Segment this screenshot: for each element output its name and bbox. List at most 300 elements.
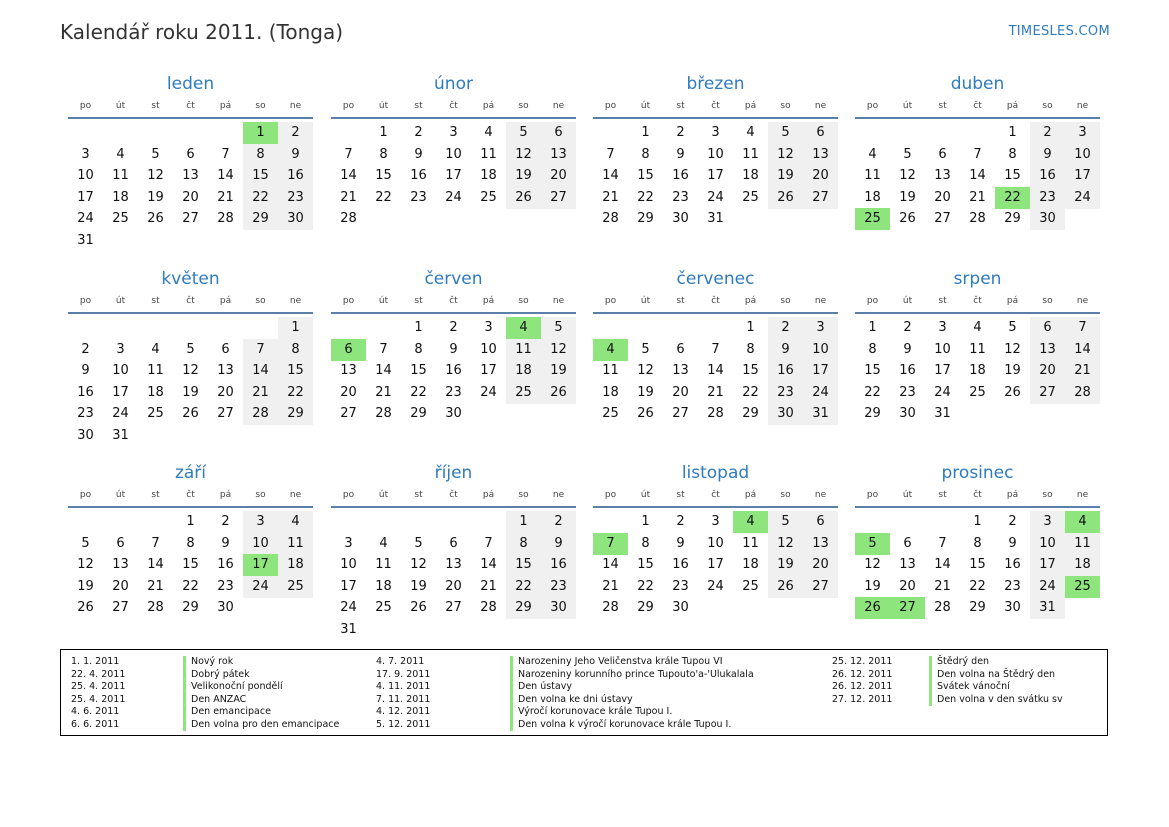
weekday-label: po bbox=[79, 296, 92, 306]
day-cell: 21 bbox=[707, 384, 724, 400]
day-cell: 14 bbox=[602, 557, 619, 572]
holiday-date: 4. 11. 2011 bbox=[376, 681, 431, 692]
day-cell: 18 bbox=[602, 384, 619, 400]
day-cell: 19 bbox=[410, 578, 427, 594]
day-cell: 27 bbox=[340, 406, 357, 421]
day-cell: 30 bbox=[1030, 208, 1065, 230]
holiday-date: 27. 12. 2011 bbox=[832, 693, 893, 705]
month-name: prosinec bbox=[941, 463, 1014, 483]
day-cell: 30 bbox=[672, 211, 689, 226]
holiday-name: Den ústavy bbox=[510, 681, 572, 694]
day-cell: 15 bbox=[410, 363, 427, 378]
day-cell: 12 bbox=[182, 363, 199, 378]
day-cell: 27 bbox=[672, 406, 689, 421]
holiday-day-cell: 5 bbox=[855, 533, 890, 555]
weekday-header bbox=[593, 484, 838, 506]
day-cell: 24 bbox=[340, 600, 357, 615]
weekday-label: út bbox=[378, 490, 389, 500]
day-cell: 27 bbox=[934, 211, 951, 226]
day-cell: 14 bbox=[934, 557, 951, 572]
day-cell: 10 bbox=[934, 341, 951, 357]
day-cell: 17 bbox=[803, 360, 838, 382]
day-cell: 11 bbox=[480, 146, 497, 162]
month-name: srpen bbox=[953, 269, 1002, 289]
day-cell: 28 bbox=[1065, 382, 1100, 404]
brand-link[interactable]: TIMESLES.COM bbox=[1008, 24, 1110, 39]
holiday-name: Dobrý pátek bbox=[183, 669, 250, 682]
day-cell: 16 bbox=[278, 165, 313, 187]
day-cell: 23 bbox=[899, 384, 916, 400]
holiday-day-cell: 26 bbox=[855, 597, 890, 619]
day-cell: 28 bbox=[375, 406, 392, 421]
weekday-label: po bbox=[342, 490, 355, 500]
day-cell: 13 bbox=[934, 168, 951, 183]
day-cell: 20 bbox=[672, 384, 689, 400]
weekday-label: ne bbox=[289, 490, 302, 500]
holiday-date: 4. 12. 2011 bbox=[376, 706, 431, 717]
holiday-day-cell: 4 bbox=[593, 339, 628, 361]
day-cell: 4 bbox=[484, 125, 493, 140]
day-cell: 2 bbox=[414, 125, 423, 140]
holiday-name: Den volna ke dni ústavy bbox=[510, 694, 633, 707]
day-cell: 26 bbox=[410, 600, 427, 615]
weekday-label: pá bbox=[219, 101, 232, 111]
day-cell: 12 bbox=[899, 168, 916, 183]
day-cell: 2 bbox=[676, 125, 685, 140]
day-cell: 10 bbox=[77, 168, 94, 183]
day-cell: 22 bbox=[410, 384, 427, 400]
weekday-label: út bbox=[115, 101, 126, 111]
month-5 bbox=[68, 268, 313, 443]
weekday-label: út bbox=[640, 490, 651, 500]
holiday-day-cell: 1 bbox=[243, 122, 278, 144]
weekday-header bbox=[855, 290, 1100, 312]
day-cell: 2 bbox=[449, 320, 458, 335]
weekday-label: st bbox=[938, 101, 947, 111]
day-cell: 1 bbox=[641, 514, 650, 529]
day-cell: 3 bbox=[1030, 511, 1065, 533]
day-cell: 6 bbox=[541, 122, 576, 144]
day-cell: 20 bbox=[1030, 360, 1065, 382]
month-rule bbox=[855, 506, 1100, 508]
weekday-label: so bbox=[1042, 296, 1053, 306]
month-name: listopad bbox=[681, 463, 750, 483]
day-cell: 2 bbox=[81, 341, 90, 357]
month-1 bbox=[68, 73, 313, 248]
day-cell: 27 bbox=[112, 600, 129, 615]
weekday-label: ne bbox=[552, 490, 565, 500]
weekday-header bbox=[331, 290, 576, 312]
month-rule bbox=[593, 312, 838, 314]
weekday-label: čt bbox=[711, 296, 720, 306]
weekday-label: čt bbox=[973, 101, 982, 111]
day-cell: 7 bbox=[973, 146, 982, 162]
day-cell: 11 bbox=[602, 363, 619, 378]
day-cell: 12 bbox=[541, 339, 576, 361]
holiday-date: 25. 4. 2011 bbox=[71, 693, 126, 705]
day-cell: 27 bbox=[541, 187, 576, 209]
weekday-header bbox=[68, 95, 313, 117]
day-cell: 16 bbox=[1030, 165, 1065, 187]
month-name: červen bbox=[424, 269, 483, 289]
day-cell: 5 bbox=[81, 535, 90, 551]
day-cell: 20 bbox=[803, 165, 838, 187]
day-cell: 8 bbox=[278, 339, 313, 361]
day-cell: 3 bbox=[344, 535, 353, 551]
weekday-label: so bbox=[518, 101, 529, 111]
weekday-label: st bbox=[676, 490, 685, 500]
month-6 bbox=[331, 268, 576, 421]
weekday-label: čt bbox=[711, 490, 720, 500]
day-cell: 19 bbox=[506, 165, 541, 187]
holiday-name: Narozeniny Jeho Veličenstva krále Tupou VI bbox=[510, 656, 723, 669]
day-cell: 13 bbox=[217, 363, 234, 378]
weekday-label: ne bbox=[1076, 296, 1089, 306]
day-cell: 15 bbox=[637, 168, 654, 183]
holiday-date: 25. 12. 2011 bbox=[832, 656, 893, 667]
weekday-label: pá bbox=[219, 490, 232, 500]
day-cell: 31 bbox=[1030, 597, 1065, 619]
day-cell: 24 bbox=[803, 382, 838, 404]
day-cell: 15 bbox=[278, 360, 313, 382]
weekday-label: pá bbox=[219, 296, 232, 306]
day-cell: 26 bbox=[1004, 384, 1021, 400]
day-cell: 10 bbox=[340, 557, 357, 572]
weekday-label: st bbox=[938, 490, 947, 500]
day-cell: 14 bbox=[375, 363, 392, 378]
day-cell: 30 bbox=[77, 427, 94, 443]
weekday-label: ne bbox=[289, 296, 302, 306]
day-cell: 12 bbox=[77, 557, 94, 572]
holiday-date: 26. 12. 2011 bbox=[832, 681, 893, 692]
holiday-day-cell: 7 bbox=[593, 533, 628, 555]
day-cell: 15 bbox=[637, 557, 654, 572]
day-cell: 17 bbox=[480, 363, 497, 378]
holiday-day-cell: 25 bbox=[1065, 576, 1100, 598]
weekday-label: po bbox=[342, 296, 355, 306]
day-cell: 1 bbox=[278, 317, 313, 339]
day-cell: 16 bbox=[672, 168, 689, 183]
day-cell: 27 bbox=[445, 600, 462, 615]
day-cell: 29 bbox=[506, 597, 541, 619]
day-cell: 19 bbox=[864, 578, 881, 594]
day-cell: 21 bbox=[217, 189, 234, 205]
day-cell: 19 bbox=[899, 189, 916, 205]
weekday-label: po bbox=[604, 490, 617, 500]
day-cell: 8 bbox=[243, 144, 278, 166]
weekday-label: st bbox=[151, 296, 160, 306]
holiday-date: 7. 11. 2011 bbox=[376, 693, 431, 705]
day-cell: 9 bbox=[221, 535, 230, 551]
weekday-label: čt bbox=[449, 101, 458, 111]
day-cell: 28 bbox=[147, 600, 164, 615]
weekday-header bbox=[593, 290, 838, 312]
holiday-list bbox=[60, 649, 1108, 736]
day-cell: 24 bbox=[112, 406, 129, 421]
holiday-day-cell: 25 bbox=[855, 208, 890, 230]
day-cell: 20 bbox=[445, 578, 462, 594]
day-cell: 13 bbox=[672, 363, 689, 378]
month-name: červenec bbox=[676, 269, 755, 289]
day-cell: 11 bbox=[147, 363, 164, 378]
day-cell: 30 bbox=[445, 406, 462, 421]
month-10 bbox=[331, 462, 576, 637]
day-cell: 21 bbox=[934, 578, 951, 594]
holiday-name: Narozeniny korunního prince Tupouto'a-'Ulukalala bbox=[510, 669, 754, 682]
day-cell: 12 bbox=[506, 144, 541, 166]
day-cell: 11 bbox=[506, 339, 541, 361]
weekday-label: pá bbox=[1006, 101, 1019, 111]
weekday-label: pá bbox=[1006, 296, 1019, 306]
day-cell: 5 bbox=[768, 511, 803, 533]
day-cell: 7 bbox=[606, 146, 615, 162]
month-2 bbox=[331, 73, 576, 226]
day-cell: 3 bbox=[484, 320, 493, 335]
month-4 bbox=[855, 73, 1100, 226]
day-cell: 26 bbox=[899, 211, 916, 226]
weekday-label: so bbox=[1042, 101, 1053, 111]
day-cell: 17 bbox=[445, 168, 462, 183]
day-cell: 26 bbox=[182, 406, 199, 421]
day-cell: 18 bbox=[480, 168, 497, 183]
day-cell: 28 bbox=[340, 211, 357, 226]
day-cell: 28 bbox=[243, 403, 278, 425]
weekday-label: čt bbox=[973, 490, 982, 500]
weekday-label: čt bbox=[449, 490, 458, 500]
day-cell: 6 bbox=[221, 341, 230, 357]
weekday-label: ne bbox=[1076, 101, 1089, 111]
day-cell: 22 bbox=[243, 187, 278, 209]
weekday-label: st bbox=[151, 101, 160, 111]
day-cell: 30 bbox=[217, 600, 234, 615]
day-cell: 17 bbox=[77, 189, 94, 205]
day-cell: 20 bbox=[217, 384, 234, 400]
day-cell: 9 bbox=[676, 535, 685, 551]
day-cell: 3 bbox=[803, 317, 838, 339]
day-cell: 26 bbox=[768, 187, 803, 209]
holiday-day-cell: 17 bbox=[243, 554, 278, 576]
weekday-label: pá bbox=[744, 296, 757, 306]
holiday-name: Den emancipace bbox=[183, 706, 271, 719]
day-cell: 18 bbox=[278, 554, 313, 576]
holiday-date: 25. 4. 2011 bbox=[71, 681, 126, 692]
day-cell: 17 bbox=[1065, 165, 1100, 187]
day-cell: 22 bbox=[637, 189, 654, 205]
weekday-label: út bbox=[378, 101, 389, 111]
month-rule bbox=[855, 312, 1100, 314]
day-cell: 29 bbox=[243, 208, 278, 230]
day-cell: 1 bbox=[379, 125, 388, 140]
day-cell: 27 bbox=[803, 576, 838, 598]
day-cell: 26 bbox=[541, 382, 576, 404]
day-cell: 23 bbox=[77, 406, 94, 421]
day-cell: 8 bbox=[868, 341, 877, 357]
day-cell: 5 bbox=[151, 146, 160, 162]
weekday-label: út bbox=[640, 296, 651, 306]
day-cell: 7 bbox=[344, 146, 353, 162]
day-cell: 31 bbox=[340, 621, 357, 637]
day-cell: 21 bbox=[602, 578, 619, 594]
day-cell: 7 bbox=[484, 535, 493, 551]
holiday-date: 4. 7. 2011 bbox=[376, 656, 425, 667]
month-9 bbox=[68, 462, 313, 615]
day-cell: 27 bbox=[803, 187, 838, 209]
holiday-day-cell: 27 bbox=[890, 597, 925, 619]
day-cell: 31 bbox=[803, 403, 838, 425]
day-cell: 29 bbox=[410, 406, 427, 421]
weekday-header bbox=[68, 290, 313, 312]
day-cell: 11 bbox=[742, 535, 759, 551]
day-cell: 30 bbox=[541, 597, 576, 619]
weekday-header bbox=[593, 95, 838, 117]
day-cell: 8 bbox=[641, 146, 650, 162]
day-cell: 5 bbox=[186, 341, 195, 357]
day-cell: 6 bbox=[1030, 317, 1065, 339]
day-cell: 19 bbox=[637, 384, 654, 400]
day-cell: 9 bbox=[541, 533, 576, 555]
weekday-header bbox=[331, 95, 576, 117]
weekday-label: po bbox=[604, 101, 617, 111]
day-cell: 10 bbox=[1030, 533, 1065, 555]
weekday-label: pá bbox=[482, 101, 495, 111]
day-cell: 7 bbox=[711, 341, 720, 357]
day-cell: 10 bbox=[1065, 144, 1100, 166]
day-cell: 22 bbox=[182, 578, 199, 594]
day-cell: 23 bbox=[217, 578, 234, 594]
day-cell: 1 bbox=[186, 514, 195, 529]
weekday-header bbox=[331, 484, 576, 506]
day-cell: 22 bbox=[864, 384, 881, 400]
day-cell: 25 bbox=[112, 211, 129, 226]
day-cell: 28 bbox=[217, 211, 234, 226]
weekday-label: čt bbox=[186, 101, 195, 111]
day-cell: 2 bbox=[541, 511, 576, 533]
day-cell: 3 bbox=[116, 341, 125, 357]
day-cell: 9 bbox=[676, 146, 685, 162]
day-cell: 27 bbox=[1030, 382, 1065, 404]
weekday-label: ne bbox=[552, 101, 565, 111]
day-cell: 22 bbox=[278, 382, 313, 404]
holiday-name: Den volna pro den emancipace bbox=[183, 719, 339, 732]
day-cell: 24 bbox=[934, 384, 951, 400]
weekday-label: po bbox=[866, 296, 879, 306]
day-cell: 6 bbox=[903, 535, 912, 551]
day-cell: 20 bbox=[934, 189, 951, 205]
weekday-label: so bbox=[255, 490, 266, 500]
day-cell: 14 bbox=[480, 557, 497, 572]
day-cell: 16 bbox=[1004, 557, 1021, 572]
month-name: březen bbox=[686, 74, 745, 94]
day-cell: 3 bbox=[711, 514, 720, 529]
weekday-label: ne bbox=[289, 101, 302, 111]
day-cell: 10 bbox=[480, 341, 497, 357]
day-cell: 19 bbox=[1004, 363, 1021, 378]
holiday-name: Den volna v den svátku sv bbox=[929, 694, 1063, 707]
day-cell: 22 bbox=[375, 189, 392, 205]
day-cell: 6 bbox=[803, 122, 838, 144]
holiday-day-cell: 6 bbox=[331, 339, 366, 361]
day-cell: 5 bbox=[641, 341, 650, 357]
weekday-label: út bbox=[902, 101, 913, 111]
day-cell: 19 bbox=[182, 384, 199, 400]
day-cell: 21 bbox=[375, 384, 392, 400]
day-cell: 28 bbox=[602, 600, 619, 615]
day-cell: 9 bbox=[1008, 535, 1017, 551]
day-cell: 31 bbox=[934, 406, 951, 421]
holiday-day-cell: 4 bbox=[506, 317, 541, 339]
weekday-label: so bbox=[780, 296, 791, 306]
month-name: září bbox=[174, 463, 207, 483]
day-cell: 18 bbox=[742, 557, 759, 572]
weekday-header bbox=[855, 484, 1100, 506]
day-cell: 20 bbox=[112, 578, 129, 594]
day-cell: 19 bbox=[768, 554, 803, 576]
day-cell: 30 bbox=[899, 406, 916, 421]
day-cell: 25 bbox=[147, 406, 164, 421]
day-cell: 23 bbox=[672, 189, 689, 205]
day-cell: 17 bbox=[707, 557, 724, 572]
day-cell: 4 bbox=[151, 341, 160, 357]
day-cell: 25 bbox=[506, 382, 541, 404]
page-title: Kalendář roku 2011. (Tonga) bbox=[60, 20, 344, 44]
weekday-label: ne bbox=[552, 296, 565, 306]
day-cell: 29 bbox=[278, 403, 313, 425]
month-rule bbox=[68, 117, 313, 119]
day-cell: 10 bbox=[707, 535, 724, 551]
day-cell: 7 bbox=[938, 535, 947, 551]
holiday-date: 26. 12. 2011 bbox=[832, 668, 893, 680]
day-cell: 25 bbox=[742, 189, 759, 205]
day-cell: 7 bbox=[151, 535, 160, 551]
weekday-label: po bbox=[604, 296, 617, 306]
day-cell: 22 bbox=[969, 578, 986, 594]
day-cell: 29 bbox=[742, 406, 759, 421]
weekday-label: ne bbox=[814, 296, 827, 306]
day-cell: 15 bbox=[969, 557, 986, 572]
day-cell: 1 bbox=[973, 514, 982, 529]
day-cell: 3 bbox=[243, 511, 278, 533]
day-cell: 14 bbox=[340, 168, 357, 183]
holiday-date: 1. 1. 2011 bbox=[71, 656, 120, 667]
month-name: květen bbox=[161, 269, 220, 289]
holiday-date: 17. 9. 2011 bbox=[376, 668, 431, 680]
day-cell: 13 bbox=[340, 363, 357, 378]
day-cell: 24 bbox=[445, 189, 462, 205]
day-cell: 8 bbox=[641, 535, 650, 551]
day-cell: 29 bbox=[864, 406, 881, 421]
day-cell: 1 bbox=[868, 320, 877, 335]
day-cell: 4 bbox=[379, 535, 388, 551]
day-cell: 24 bbox=[480, 384, 497, 400]
day-cell: 18 bbox=[969, 363, 986, 378]
day-cell: 17 bbox=[112, 384, 129, 400]
weekday-label: so bbox=[255, 101, 266, 111]
day-cell: 29 bbox=[637, 600, 654, 615]
day-cell: 2 bbox=[278, 122, 313, 144]
day-cell: 9 bbox=[903, 341, 912, 357]
weekday-label: ne bbox=[814, 101, 827, 111]
day-cell: 23 bbox=[410, 189, 427, 205]
day-cell: 14 bbox=[707, 363, 724, 378]
day-cell: 13 bbox=[112, 557, 129, 572]
day-cell: 22 bbox=[637, 578, 654, 594]
day-cell: 21 bbox=[969, 189, 986, 205]
day-cell: 13 bbox=[445, 557, 462, 572]
weekday-header bbox=[68, 484, 313, 506]
day-cell: 30 bbox=[278, 208, 313, 230]
day-cell: 11 bbox=[864, 168, 881, 183]
day-cell: 18 bbox=[1065, 554, 1100, 576]
